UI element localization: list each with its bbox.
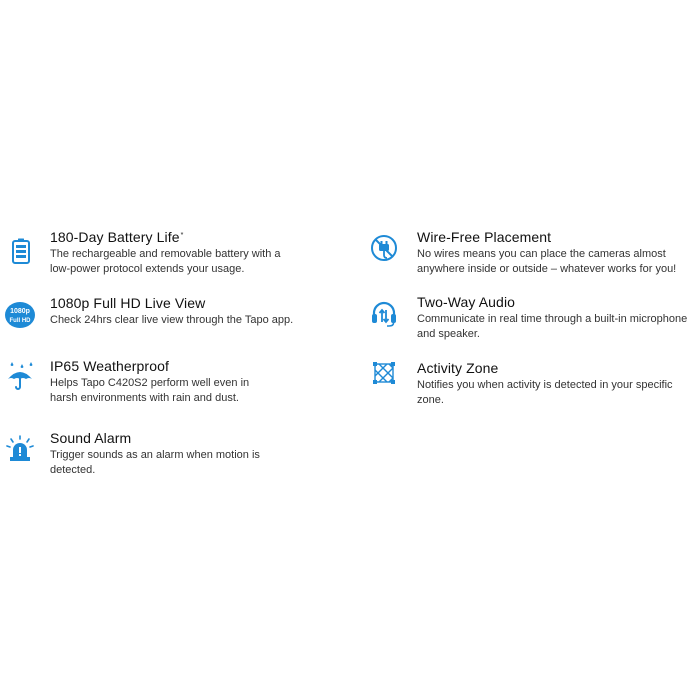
feature-title: Two-Way Audio — [417, 294, 516, 310]
feature-title: IP65 Weatherproof — [50, 358, 169, 374]
icon-text-full-hd: Full HD — [9, 318, 31, 324]
description-line: The rechargeable and removable battery with a — [50, 248, 281, 260]
description-line: anywhere inside or outside – whatever works for you! — [417, 263, 677, 275]
description-line: Notifies you when activity is detected in your specific — [417, 379, 673, 391]
feature-description — [50, 376, 249, 406]
description-line: harsh environments with rain and dust. — [50, 392, 239, 404]
icon-text-1080p: 1080p — [10, 308, 30, 315]
feature-description — [50, 313, 293, 328]
feature-title: Activity Zone — [417, 360, 499, 376]
umbrella-rain-icon — [6, 361, 34, 391]
feature-description — [417, 247, 676, 277]
description-line: Trigger sounds as an alarm when motion is — [50, 449, 260, 461]
wire-free-plug-icon — [370, 234, 398, 262]
feature-title: 1080p Full HD Live View — [50, 295, 206, 311]
feature-title: Sound Alarm — [50, 430, 132, 446]
feature-title: Wire-Free Placement — [417, 229, 552, 245]
description-line: Helps Tapo C420S2 perform well even in — [50, 377, 250, 389]
description-line: Communicate in real time through a built-in microphone — [417, 313, 688, 325]
feature-title: 180-Day Battery Life* — [50, 229, 184, 245]
activity-zone-icon — [372, 361, 396, 385]
description-line: and speaker. — [417, 328, 480, 340]
footnote-mark: * — [180, 232, 184, 239]
description-line: Check 24hrs clear live view through the Tapo app. — [50, 314, 294, 326]
headset-two-way-audio-icon — [370, 300, 398, 328]
siren-alarm-icon — [6, 435, 34, 463]
description-line: detected. — [50, 464, 96, 476]
1080p-full-hd-icon — [4, 301, 36, 329]
feature-description — [417, 378, 673, 408]
description-line: zone. — [417, 394, 444, 406]
feature-description — [417, 312, 687, 342]
description-line: No wires means you can place the cameras almost — [417, 248, 666, 260]
battery-icon — [11, 238, 31, 264]
feature-description — [50, 448, 260, 478]
description-line: low-power protocol extends your usage. — [50, 263, 245, 275]
feature-description — [50, 247, 281, 277]
